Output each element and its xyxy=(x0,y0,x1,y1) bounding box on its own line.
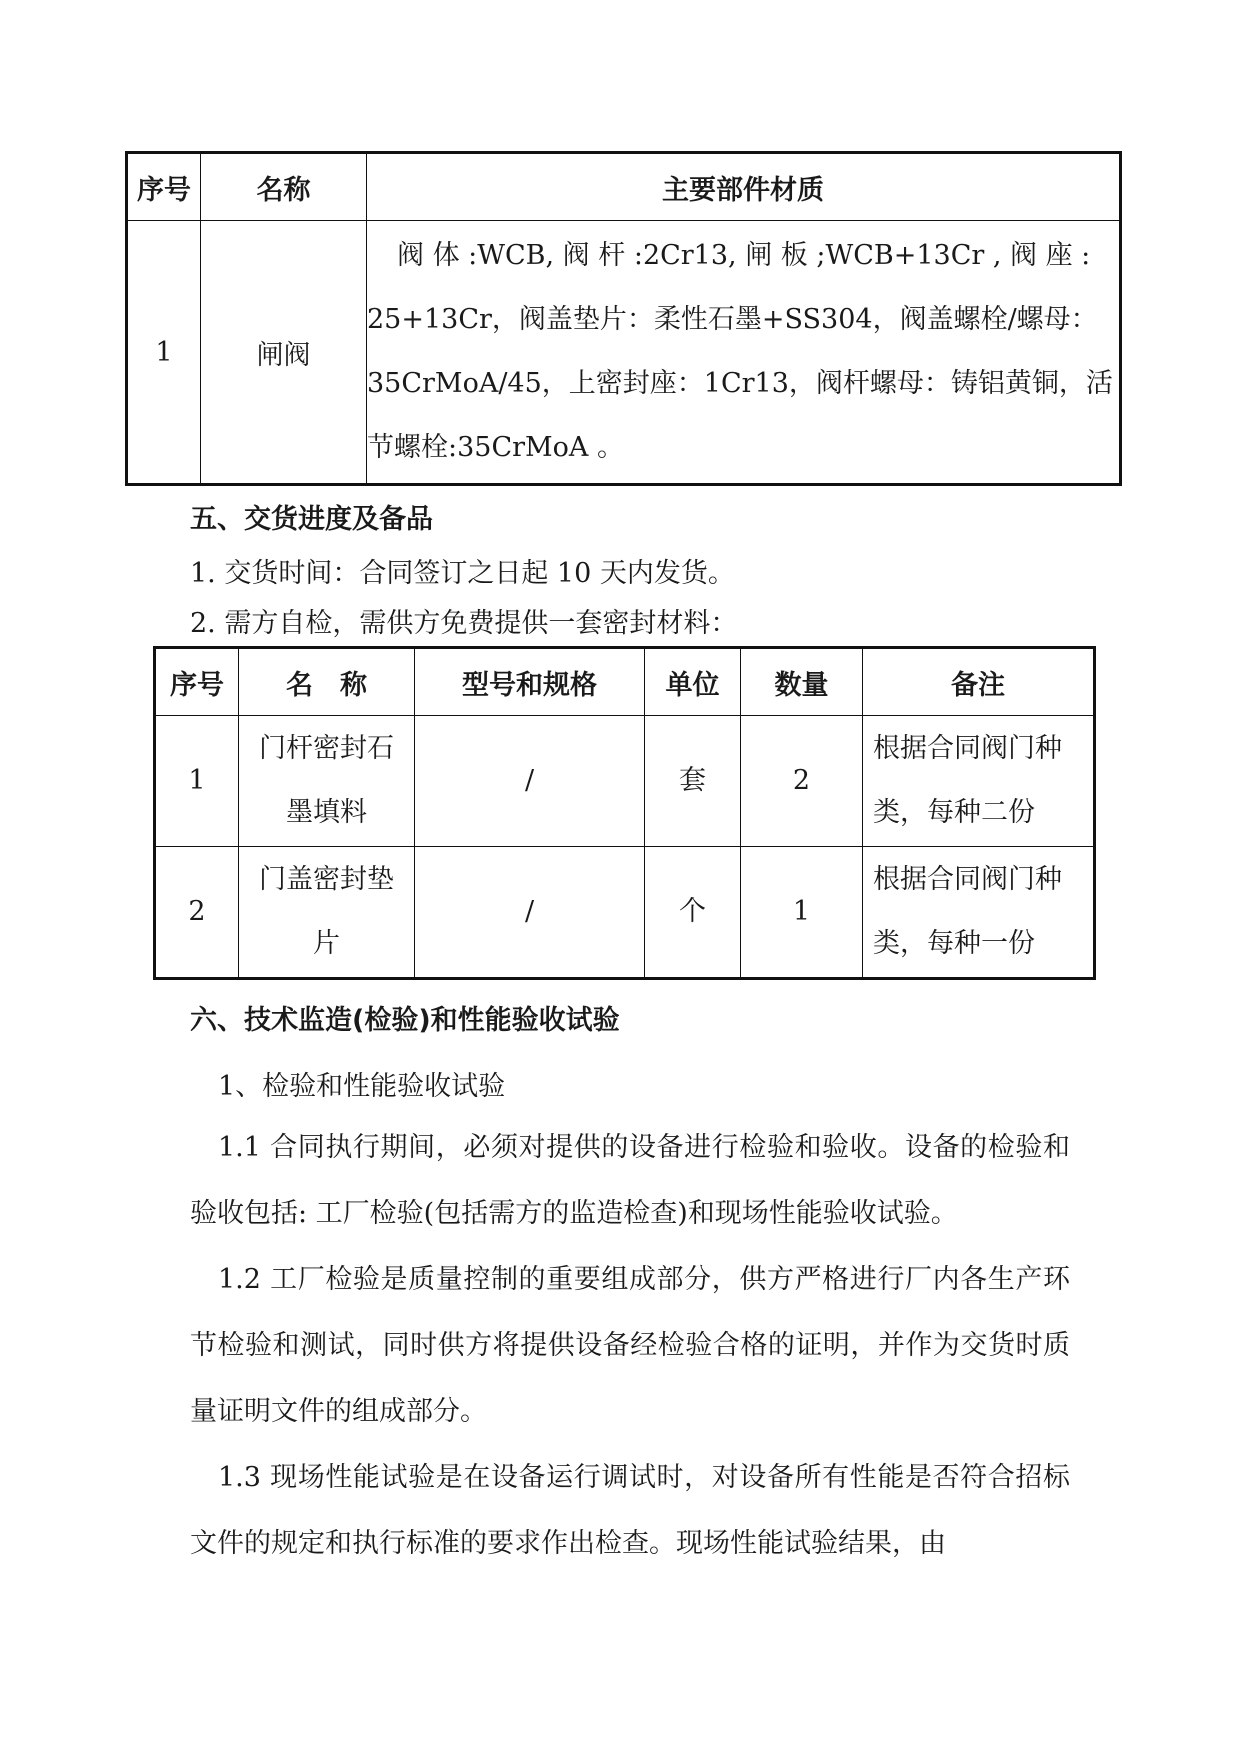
spare-parts-table xyxy=(153,646,1096,980)
table-header-row xyxy=(155,648,1095,716)
header-num: 序号 xyxy=(155,648,239,716)
table-row xyxy=(127,221,1121,485)
row-qty: 2 xyxy=(741,716,863,847)
row-name-line1: 门盖密封垫 xyxy=(259,864,394,895)
row-material xyxy=(367,221,1121,485)
section6-title: 六、技术监造(检验)和性能验收试验 xyxy=(190,1005,620,1036)
section5-item2: 2. 需方自检，需供方免费提供一套密封材料： xyxy=(190,608,738,639)
table-row xyxy=(155,847,1095,979)
header-spec: 型号和规格 xyxy=(415,648,645,716)
row-note xyxy=(863,716,1095,847)
section5-item1: 1. 交货时间：合同签订之日起 10 天内发货。 xyxy=(190,558,735,589)
row-num: 1 xyxy=(155,716,239,847)
paragraph-1-2: 1.2 工厂检验是质量控制的重要组成部分，供方严格进行厂内各生产环节检验和测试，同时供方将提供设备经检验合格的证明，并作为交货时质量证明文件的组成部分。 xyxy=(190,1264,1070,1427)
section6-sub1: 1、检验和性能验收试验 xyxy=(218,1071,506,1102)
row-num: 2 xyxy=(155,847,239,979)
row-unit: 个 xyxy=(645,847,741,979)
table-row xyxy=(155,716,1095,847)
row-qty: 1 xyxy=(741,847,863,979)
material-line-3: 35CrMoA/45，上密封座：1Cr13，阀杆螺母：铸铝黄铜，活 xyxy=(367,368,1113,399)
row-name xyxy=(239,716,415,847)
row-note-line1: 根据合同阀门种 xyxy=(873,733,1062,764)
header-name: 名 称 xyxy=(239,648,415,716)
header-material: 主要部件材质 xyxy=(367,153,1121,221)
material-line-2: 25+13Cr，阀盖垫片：柔性石墨+SS304，阀盖螺栓/螺母： xyxy=(367,304,1098,335)
header-unit: 单位 xyxy=(645,648,741,716)
section5-title: 五、交货进度及备品 xyxy=(190,504,433,535)
header-num: 序号 xyxy=(127,153,201,221)
header-qty: 数量 xyxy=(741,648,863,716)
material-line-4: 节螺栓:35CrMoA 。 xyxy=(367,432,625,463)
paragraph-1-1: 1.1 合同执行期间，必须对提供的设备进行检验和验收。设备的检验和验收包括: 工厂检验(包括需方的监造检查)和现场性能验收试验。 xyxy=(190,1132,1070,1229)
paragraph-1-3: 1.3 现场性能试验是在设备运行调试时，对设备所有性能是否符合招标文件的规定和执行标准的要求作出检查。现场性能试验结果，由 xyxy=(190,1462,1070,1559)
row-spec: / xyxy=(415,847,645,979)
row-num: 1 xyxy=(127,221,201,485)
row-name-line1: 门杆密封石 xyxy=(259,733,394,764)
row-name: 闸阀 xyxy=(201,221,367,485)
row-name-line2: 墨填料 xyxy=(286,797,367,828)
row-name xyxy=(239,847,415,979)
materials-table xyxy=(125,151,1122,486)
row-note-line2: 类，每种一份 xyxy=(873,928,1035,959)
row-note-line1: 根据合同阀门种 xyxy=(873,864,1062,895)
row-note-line2: 类，每种二份 xyxy=(873,797,1035,828)
row-unit: 套 xyxy=(645,716,741,847)
header-note: 备注 xyxy=(863,648,1095,716)
row-note xyxy=(863,847,1095,979)
material-line-1: 阀 体 :WCB, 阀 杆 :2Cr13, 闸 板 ;WCB+13Cr , 阀 座 : xyxy=(397,240,1091,271)
table-header-row xyxy=(127,153,1121,221)
row-spec: / xyxy=(415,716,645,847)
header-name: 名称 xyxy=(201,153,367,221)
row-name-line2: 片 xyxy=(313,928,340,959)
